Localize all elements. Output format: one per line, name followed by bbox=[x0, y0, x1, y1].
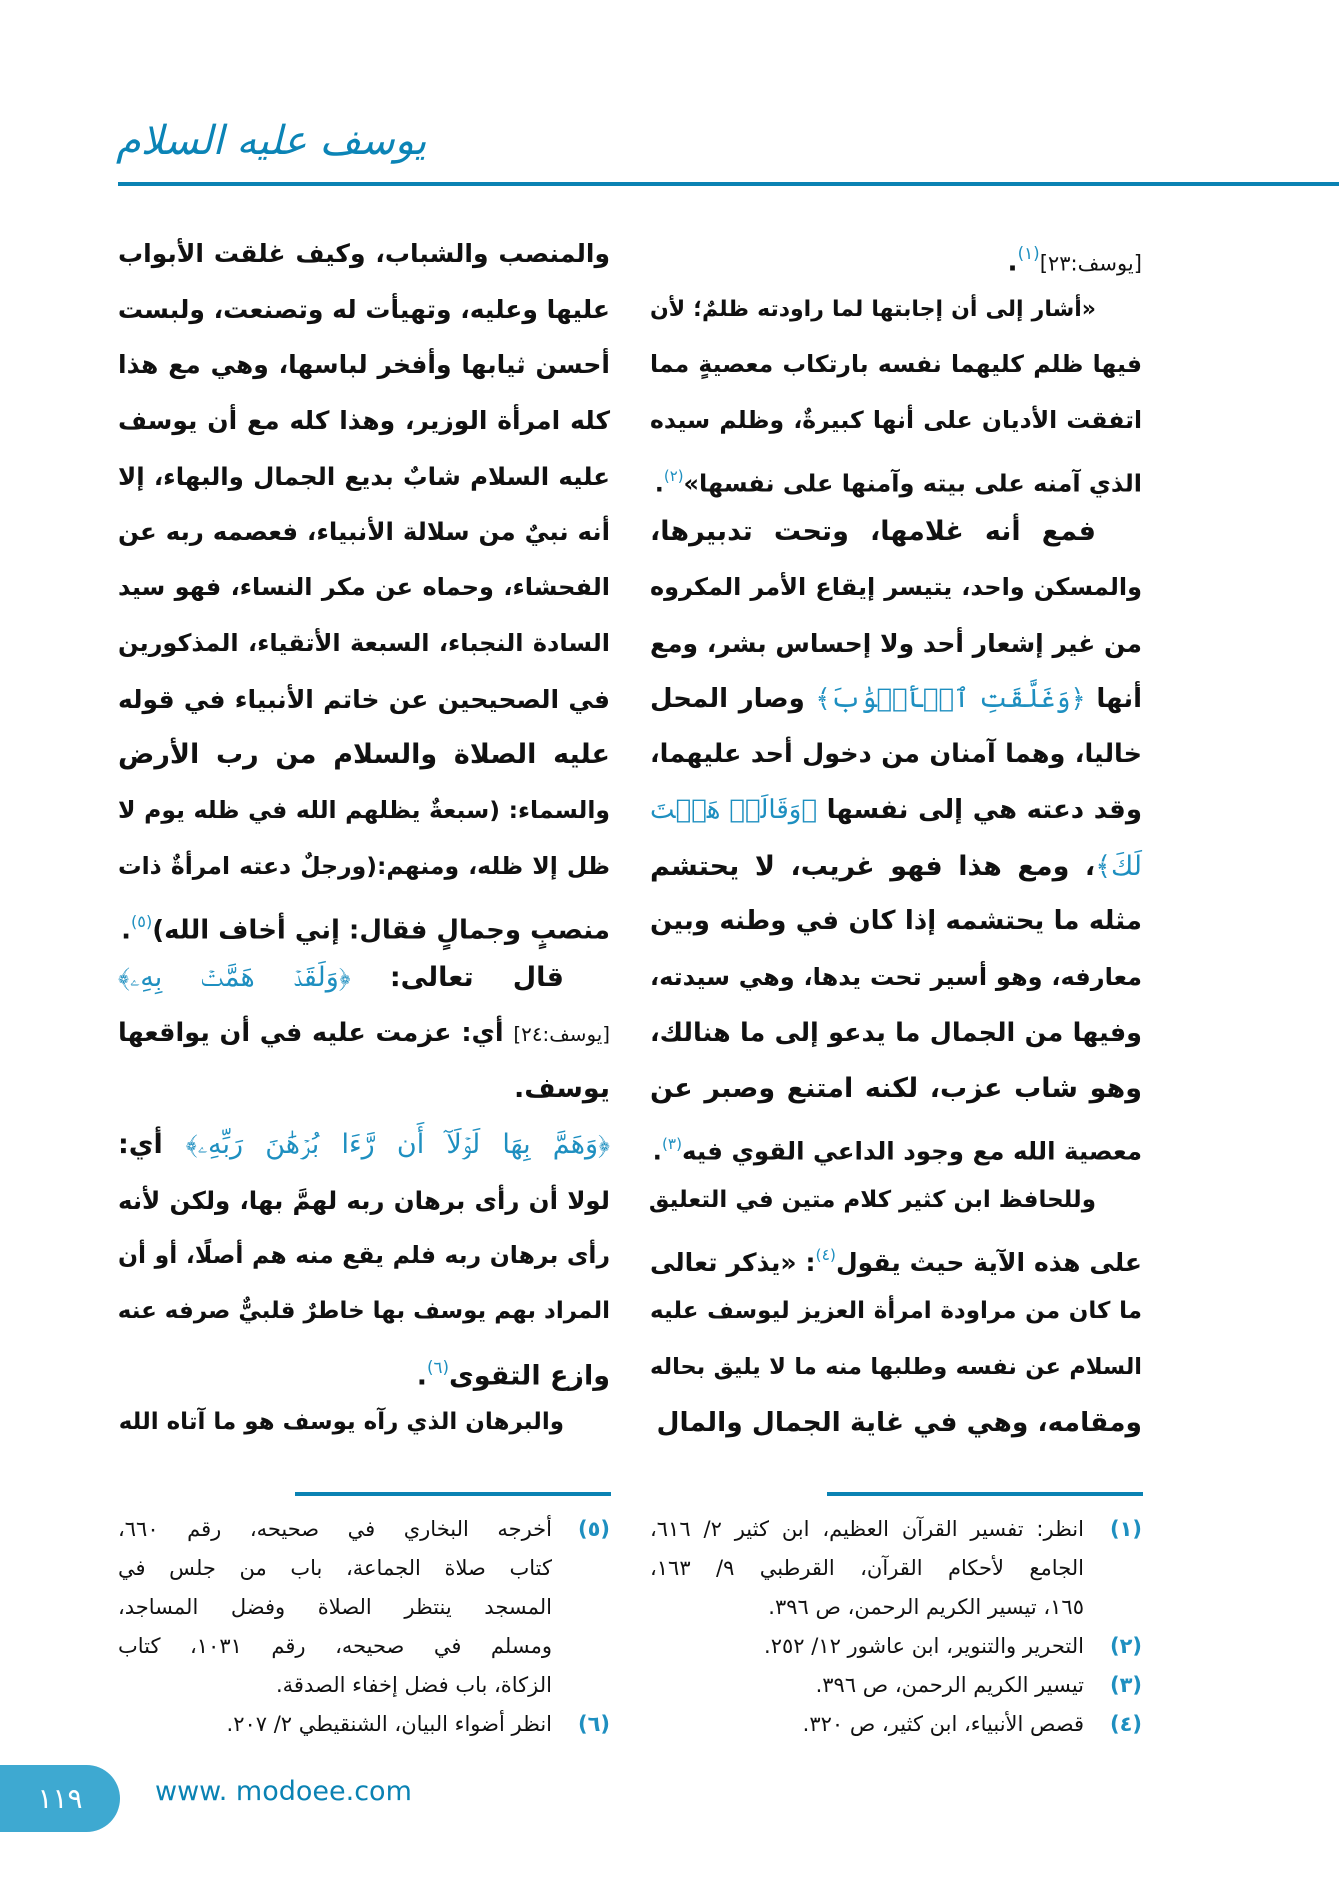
text-segment: المراد بهم يوسف بها خاطرٌ قلبيٌّ صرفه عنه bbox=[117, 1298, 610, 1325]
text-line bbox=[650, 393, 1142, 449]
text-segment: «أشار إلى أن إجابتها لما راودته ظلمٌ؛ لأن bbox=[650, 296, 1096, 322]
footnote-text: انظر أضواء البيان، الشنقيطي ٢/ ٢٠٧. bbox=[226, 1712, 552, 1736]
footnotes-right bbox=[650, 1510, 1142, 1744]
text-segment: ومقامه، وهي في غاية الجمال والمال bbox=[656, 1407, 1142, 1439]
footnote-line bbox=[650, 1627, 1142, 1666]
footnote-line bbox=[650, 1549, 1142, 1588]
text-segment: أي: عزمت عليه في أن يواقعها bbox=[118, 1017, 514, 1048]
footnote-separator bbox=[295, 1492, 611, 1496]
text-segment: عليه الصلاة والسلام من رب الأرض bbox=[118, 739, 610, 771]
footnote-line bbox=[650, 1588, 1142, 1627]
text-segment: ظل إلا ظله، ومنهم:(ورجلٌ دعته امرأةٌ ذات bbox=[118, 851, 610, 880]
footnote-marker[interactable]: (٦) bbox=[426, 1356, 450, 1377]
quran-verse: ﴿وَهَمَّ بِهَا لَوۡلَآ أَن رَّءَا بُرۡهَٰنَ رَبِّهِۦ﴾ bbox=[185, 1129, 610, 1160]
text-segment: الفحشاء، وحماه عن مكر النساء، فهو سيد bbox=[118, 573, 610, 602]
text-line bbox=[118, 1395, 610, 1451]
footnote-line bbox=[650, 1510, 1142, 1549]
text-line bbox=[118, 1228, 610, 1284]
text-line bbox=[118, 282, 610, 338]
text-line bbox=[118, 449, 610, 505]
text-segment: لولا أن رأى برهان ربه لهمَّ بها، ولكن لأنه bbox=[118, 1185, 610, 1215]
text-line bbox=[118, 1340, 610, 1396]
text-line bbox=[650, 504, 1142, 560]
footnote-separator bbox=[827, 1492, 1143, 1496]
footnote-marker[interactable]: (٣) bbox=[661, 1135, 683, 1153]
text-segment: عليها وعليه، وتهيأت له وتصنعت، ولبست bbox=[117, 294, 610, 324]
text-segment: الذي آمنه على بيته وآمنها على نفسها» bbox=[683, 469, 1142, 498]
footnote-marker[interactable]: (٤) bbox=[815, 1246, 836, 1265]
text-line bbox=[118, 393, 610, 449]
text-line bbox=[118, 950, 610, 1006]
text-segment: . bbox=[416, 1360, 427, 1392]
text-segment: أنه نبيٌ من سلالة الأنبياء، فعصمه ربه عن bbox=[118, 517, 610, 547]
footnote-text: كتاب صلاة الجماعة، باب من جلس في bbox=[118, 1556, 552, 1580]
text-line bbox=[118, 783, 610, 839]
footnote-text: التحرير والتنوير، ابن عاشور ١٢/ ٢٥٢. bbox=[764, 1634, 1084, 1658]
text-segment: معارفه، وهو أسير تحت يدها، وهي سيدته، bbox=[650, 962, 1142, 991]
text-line bbox=[118, 1173, 610, 1229]
footnote-line bbox=[118, 1666, 610, 1705]
quran-verse: ﴿وَلَقَدۡ هَمَّتۡ بِهِۦ﴾ bbox=[118, 961, 351, 993]
footnote-text: انظر: تفسير القرآن العظيم، ابن كثير ٢/ ٦١٦، bbox=[650, 1517, 1084, 1541]
footnote-number: (٦) bbox=[577, 1712, 610, 1736]
text-line bbox=[650, 1395, 1142, 1451]
text-line bbox=[650, 1117, 1142, 1173]
chapter-title: يوسف عليه السلام bbox=[116, 118, 427, 164]
header-rule bbox=[118, 182, 1339, 186]
footnote-text: قصص الأنبياء، ابن كثير، ص ٣٢٠. bbox=[802, 1712, 1084, 1736]
text-segment: السلام عن نفسه وطلبها منه ما لا يليق بحاله bbox=[650, 1353, 1142, 1380]
right-column bbox=[650, 226, 1142, 1451]
footnote-text: الجامع لأحكام القرآن، القرطبي ٩/ ١٦٣، bbox=[650, 1556, 1084, 1580]
footnote-text: المسجد ينتظر الصلاة وفضل المساجد، bbox=[118, 1595, 552, 1619]
verse-reference: [يوسف:٢٣] bbox=[1039, 250, 1142, 276]
text-line bbox=[118, 337, 610, 393]
text-segment: وازع التقوى bbox=[449, 1360, 610, 1392]
text-line bbox=[650, 226, 1142, 282]
text-line bbox=[650, 337, 1142, 393]
text-segment: وهو شاب عزب، لكنه امتنع وصبر عن bbox=[650, 1073, 1142, 1105]
footnote-line bbox=[118, 1627, 610, 1666]
footnote-line bbox=[118, 1510, 610, 1549]
footnote-line bbox=[650, 1666, 1142, 1705]
footnote-text: أخرجه البخاري في صحيحه، رقم ٦٦٠، bbox=[118, 1517, 552, 1541]
text-segment: وقد دعته هي إلى نفسها bbox=[816, 794, 1142, 825]
text-line bbox=[118, 1061, 610, 1117]
footnote-marker[interactable]: (١) bbox=[1017, 243, 1040, 263]
text-line bbox=[650, 950, 1142, 1006]
text-segment: اتفقت الأديان على أنها كبيرةٌ، وظلم سيده bbox=[650, 406, 1142, 435]
text-segment: منصبٍ وجمالٍ فقال: إني أخاف الله) bbox=[152, 915, 610, 946]
text-segment: . bbox=[654, 469, 664, 498]
footnote-line bbox=[118, 1549, 610, 1588]
footnote-number: (٣) bbox=[1109, 1673, 1142, 1697]
quran-verse: لَكَ﴾ bbox=[1095, 850, 1142, 882]
text-segment: خاليا، وهما آمنان من دخول أحد عليهما، bbox=[650, 739, 1142, 770]
footnote-line bbox=[118, 1588, 610, 1627]
text-line bbox=[118, 839, 610, 895]
text-segment: في الصحيحين عن خاتم الأنبياء في قوله bbox=[118, 684, 610, 714]
footnote-line bbox=[118, 1705, 610, 1744]
footnote-text: الزكاة، باب فضل إخفاء الصدقة. bbox=[275, 1673, 552, 1697]
text-line bbox=[118, 894, 610, 950]
text-line bbox=[118, 504, 610, 560]
text-segment: أي: bbox=[118, 1129, 186, 1160]
text-line bbox=[650, 1061, 1142, 1117]
footnote-marker[interactable]: (٢) bbox=[663, 466, 684, 485]
footnotes-left bbox=[118, 1510, 610, 1744]
footnote-text: تيسير الكريم الرحمن، ص ٣٩٦. bbox=[815, 1673, 1084, 1697]
text-segment: وصار المحل bbox=[650, 683, 816, 714]
footnote-text: ومسلم في صحيحه، رقم ١٠٣١، كتاب bbox=[118, 1634, 552, 1658]
text-line bbox=[118, 727, 610, 783]
footnote-line bbox=[650, 1705, 1142, 1744]
text-segment: كله امرأة الوزير، وهذا كله مع أن يوسف bbox=[118, 406, 610, 436]
text-segment: . bbox=[1007, 246, 1018, 278]
text-segment: فمع أنه غلامها، وتحت تدبيرها، bbox=[650, 516, 1096, 548]
text-segment: . bbox=[652, 1136, 662, 1166]
text-line bbox=[650, 1228, 1142, 1284]
text-segment: ، ومع هذا فهو غريب، لا يحتشم bbox=[650, 850, 1096, 882]
text-line bbox=[118, 672, 610, 728]
text-line bbox=[118, 1006, 610, 1062]
footnote-number: (٢) bbox=[1109, 1634, 1142, 1658]
text-segment: والسماء: (سبعةٌ يظلهم الله في ظله يوم لا bbox=[118, 795, 610, 824]
text-line bbox=[650, 282, 1142, 338]
text-segment: عليه السلام شابٌ بديع الجمال والبهاء، إلا bbox=[118, 461, 610, 491]
text-line bbox=[650, 727, 1142, 783]
text-segment: مثله ما يحتشمه إذا كان في وطنه وبين bbox=[650, 906, 1142, 937]
text-line bbox=[650, 1340, 1142, 1396]
text-line bbox=[118, 226, 610, 282]
text-segment: أحسن ثيابها وأفخر لباسها، وهي مع هذا bbox=[118, 350, 610, 380]
quran-verse: ﴿وَقَالَتۡ هَيۡتَ bbox=[650, 794, 817, 825]
text-line bbox=[118, 1284, 610, 1340]
text-line bbox=[650, 1284, 1142, 1340]
text-segment: قال تعالى: bbox=[350, 961, 564, 993]
text-segment: على هذه الآية حيث يقول bbox=[835, 1248, 1142, 1278]
footnote-marker[interactable]: (٥) bbox=[130, 912, 153, 932]
text-line bbox=[118, 616, 610, 672]
text-segment: فيها ظلم كليهما نفسه بارتكاب معصيةٍ مما bbox=[650, 350, 1142, 379]
text-line bbox=[118, 560, 610, 616]
text-segment: رأى برهان ربه فلم يقع منه هم أصلًا، أو أن bbox=[118, 1241, 610, 1270]
footnote-number: (١) bbox=[1109, 1517, 1142, 1541]
text-line bbox=[650, 894, 1142, 950]
text-segment: من غير إشعار أحد ولا إحساس بشر، ومع bbox=[650, 628, 1142, 658]
text-segment: معصية الله مع وجود الداعي القوي فيه bbox=[682, 1136, 1142, 1166]
text-line bbox=[650, 1173, 1142, 1229]
text-segment: أنها bbox=[1085, 683, 1142, 714]
text-segment: ما كان من مراودة امرأة العزيز ليوسف عليه bbox=[650, 1298, 1142, 1325]
text-segment: السادة النجباء، السبعة الأتقياء، المذكورين bbox=[118, 628, 610, 657]
text-line bbox=[650, 1006, 1142, 1062]
text-line bbox=[650, 449, 1142, 505]
text-line bbox=[650, 616, 1142, 672]
verse-reference: [يوسف:٢٤] bbox=[513, 1022, 610, 1046]
text-line bbox=[118, 1117, 610, 1173]
text-segment: . bbox=[121, 915, 131, 946]
text-line bbox=[650, 560, 1142, 616]
text-segment: والمنصب والشباب، وكيف غلقت الأبواب bbox=[118, 239, 610, 268]
text-segment: والمسكن واحد، يتيسر إيقاع الأمر المكروه bbox=[650, 573, 1142, 602]
text-segment: وللحافظ ابن كثير كلام متين في التعليق bbox=[648, 1186, 1096, 1213]
text-line bbox=[650, 783, 1142, 839]
page-number-badge: ١١٩ bbox=[0, 1765, 120, 1832]
quran-verse: ﴿وَغَلَّقَتِ ٱلۡأَبۡوَٰبَ﴾ bbox=[815, 683, 1086, 714]
text-line bbox=[650, 839, 1142, 895]
text-segment: يوسف. bbox=[513, 1073, 610, 1105]
text-segment: والبرهان الذي رآه يوسف هو ما آتاه الله bbox=[118, 1409, 564, 1436]
left-column bbox=[118, 226, 610, 1451]
text-line bbox=[650, 672, 1142, 728]
footnote-number: (٥) bbox=[577, 1517, 610, 1541]
text-segment: وفيها من الجمال ما يدعو إلى ما هنالك، bbox=[650, 1017, 1142, 1048]
text-segment: : «يذكر تعالى bbox=[650, 1248, 816, 1278]
footnote-text: ١٦٥، تيسير الكريم الرحمن، ص ٣٩٦. bbox=[768, 1595, 1084, 1619]
footnote-number: (٤) bbox=[1109, 1712, 1142, 1736]
website-link[interactable]: www. modoee.com bbox=[155, 1776, 412, 1807]
